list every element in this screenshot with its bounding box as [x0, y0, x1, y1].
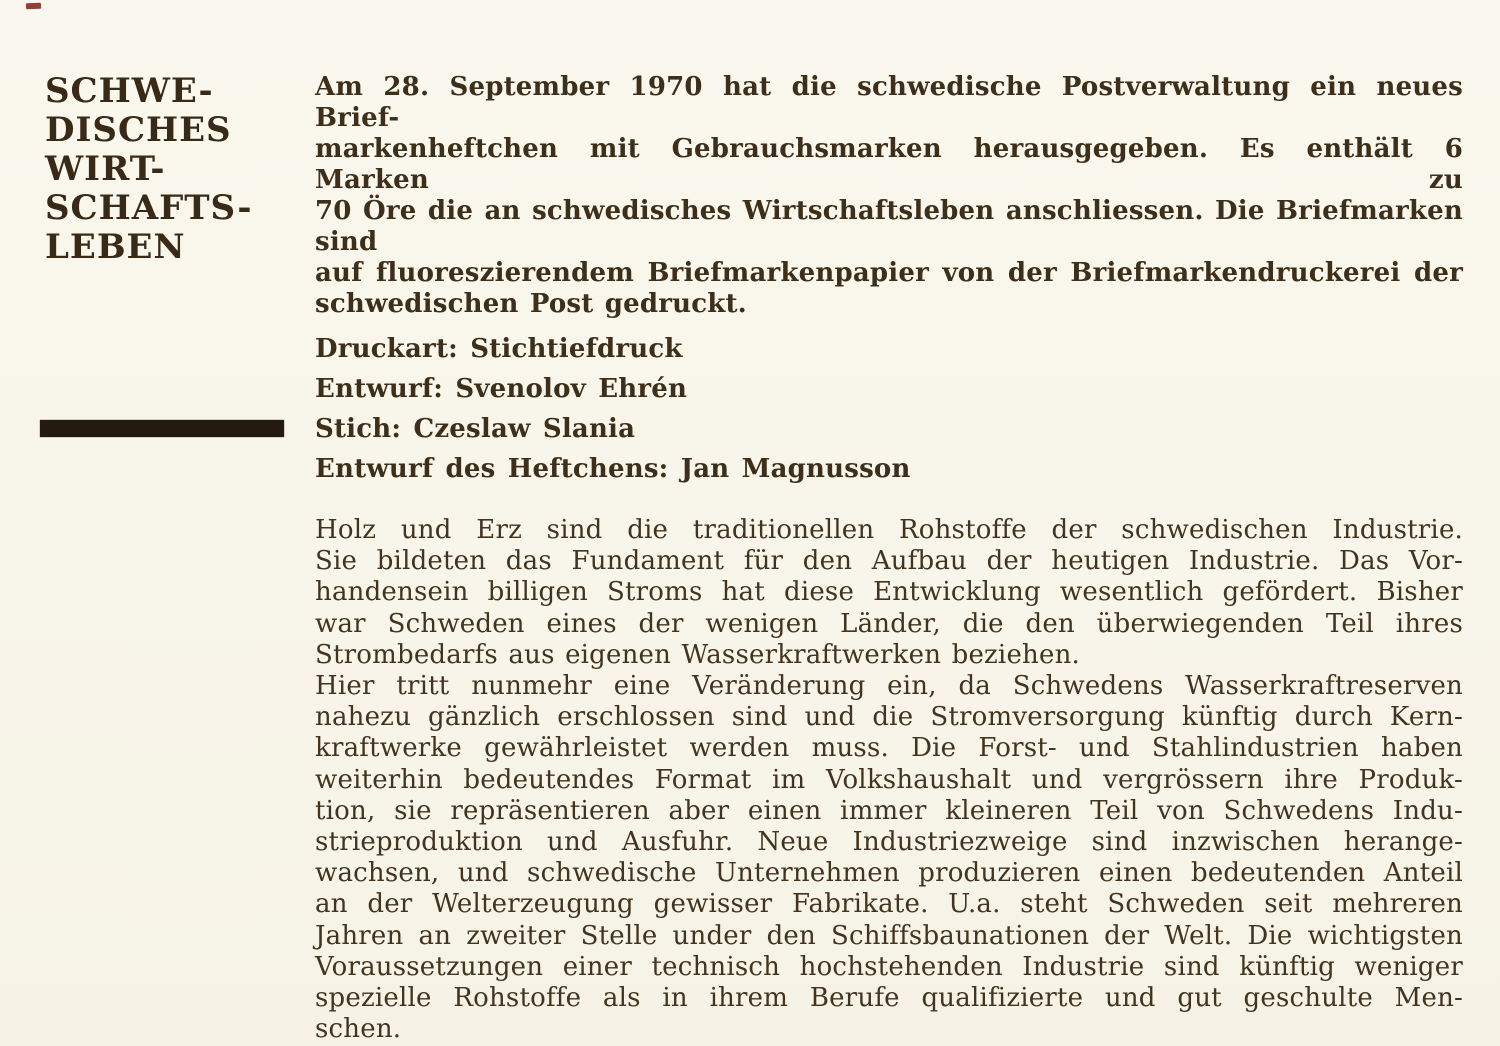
heading-line: LEBEN [45, 227, 186, 267]
body-paragraph-2 [315, 671, 1463, 1045]
body-line: Hier tritt nunmehr eine Veränderung ein, da Schwedens Wasserkraftreserven [315, 671, 1463, 702]
detail-line-entwurf: Entwurf: Svenolov Ehrén [315, 374, 688, 404]
body-line: kraftwerke gewährleistet werden muss. Die Forst- und Stahlindustrien haben [315, 733, 1463, 764]
divider-bar [40, 420, 284, 437]
intro-line: 70 Öre die an schwedisches Wirtschaftsleben anschliessen. Die Briefmarken sind [315, 196, 1463, 257]
body-line: tion, sie repräsentieren aber einen immer kleineren Teil von Schwedens Indu- [315, 795, 1463, 826]
body-text [315, 515, 1463, 1045]
print-details-list [315, 329, 1463, 489]
intro-line: schwedischen Post gedruckt. [315, 289, 747, 319]
page-title [45, 72, 295, 267]
body-line: war Schweden eines der wenigen Länder, die den überwiegenden Teil ihres [315, 608, 1463, 639]
body-line: handensein billigen Stroms hat diese Entwicklung wesentlich gefördert. Bisher [315, 577, 1463, 608]
body-line: Holz und Erz sind die traditionellen Rohstoffe der schwedischen Industrie. [315, 515, 1463, 545]
detail-line-heftchen-entwurf: Entwurf des Heftchens: Jan Magnusson [315, 454, 911, 484]
body-paragraph-1 [315, 515, 1463, 671]
intro-line: auf fluoreszierendem Briefmarkenpapier von der Briefmarkendruckerei der [315, 258, 1463, 288]
intro-line: markenheftchen mit Gebrauchsmarken herausgegeben. Es enthält 6 Marken zu [315, 134, 1463, 195]
heading-line: WIRT- [45, 149, 166, 189]
main-text-column [315, 72, 1463, 1045]
intro-line: Am 28. September 1970 hat die schwedische Postverwaltung ein neues Brief- [315, 72, 1463, 133]
detail-line-druckart: Druckart: Stichtiefdruck [315, 334, 683, 364]
body-line: Strombedarfs aus eigenen Wasserkraftwerken beziehen. [315, 639, 1080, 670]
detail-line-stich: Stich: Czeslaw Slania [315, 414, 636, 444]
heading-line: DISCHES [45, 110, 232, 150]
heading-line: SCHWE- [45, 71, 214, 111]
body-line: nahezu gänzlich erschlossen sind und die Stromversorgung künftig durch Kern- [315, 702, 1463, 733]
body-line: weiterhin bedeutendes Format im Volkshaushalt und vergrössern ihre Produk- [315, 764, 1463, 795]
body-line: Jahren an zweiter Stelle under den Schiffsbaunationen der Welt. Die wichtigsten [315, 920, 1463, 951]
body-line: Voraussetzungen einer technisch hochstehenden Industrie sind künftig weniger [315, 951, 1463, 982]
body-line: spezielle Rohstoffe als in ihrem Berufe qualifizierte und gut geschulte Men- [315, 983, 1463, 1014]
heading-line: SCHAFTS- [45, 188, 253, 228]
body-line: Sie bildeten das Fundament für den Aufbau der heutigen Industrie. Das Vor- [315, 546, 1463, 577]
ink-mark [26, 3, 41, 10]
body-line: schen. [315, 1014, 402, 1045]
body-line: wachsen, und schwedische Unternehmen produzieren einen bedeutenden Anteil [315, 858, 1463, 889]
intro-paragraph [315, 72, 1463, 320]
body-line: strieproduktion und Ausfuhr. Neue Industriezweige sind inzwischen herange- [315, 827, 1463, 858]
body-line: an der Welterzeugung gewisser Fabrikate. U.a. steht Schweden seit mehreren [315, 889, 1463, 920]
